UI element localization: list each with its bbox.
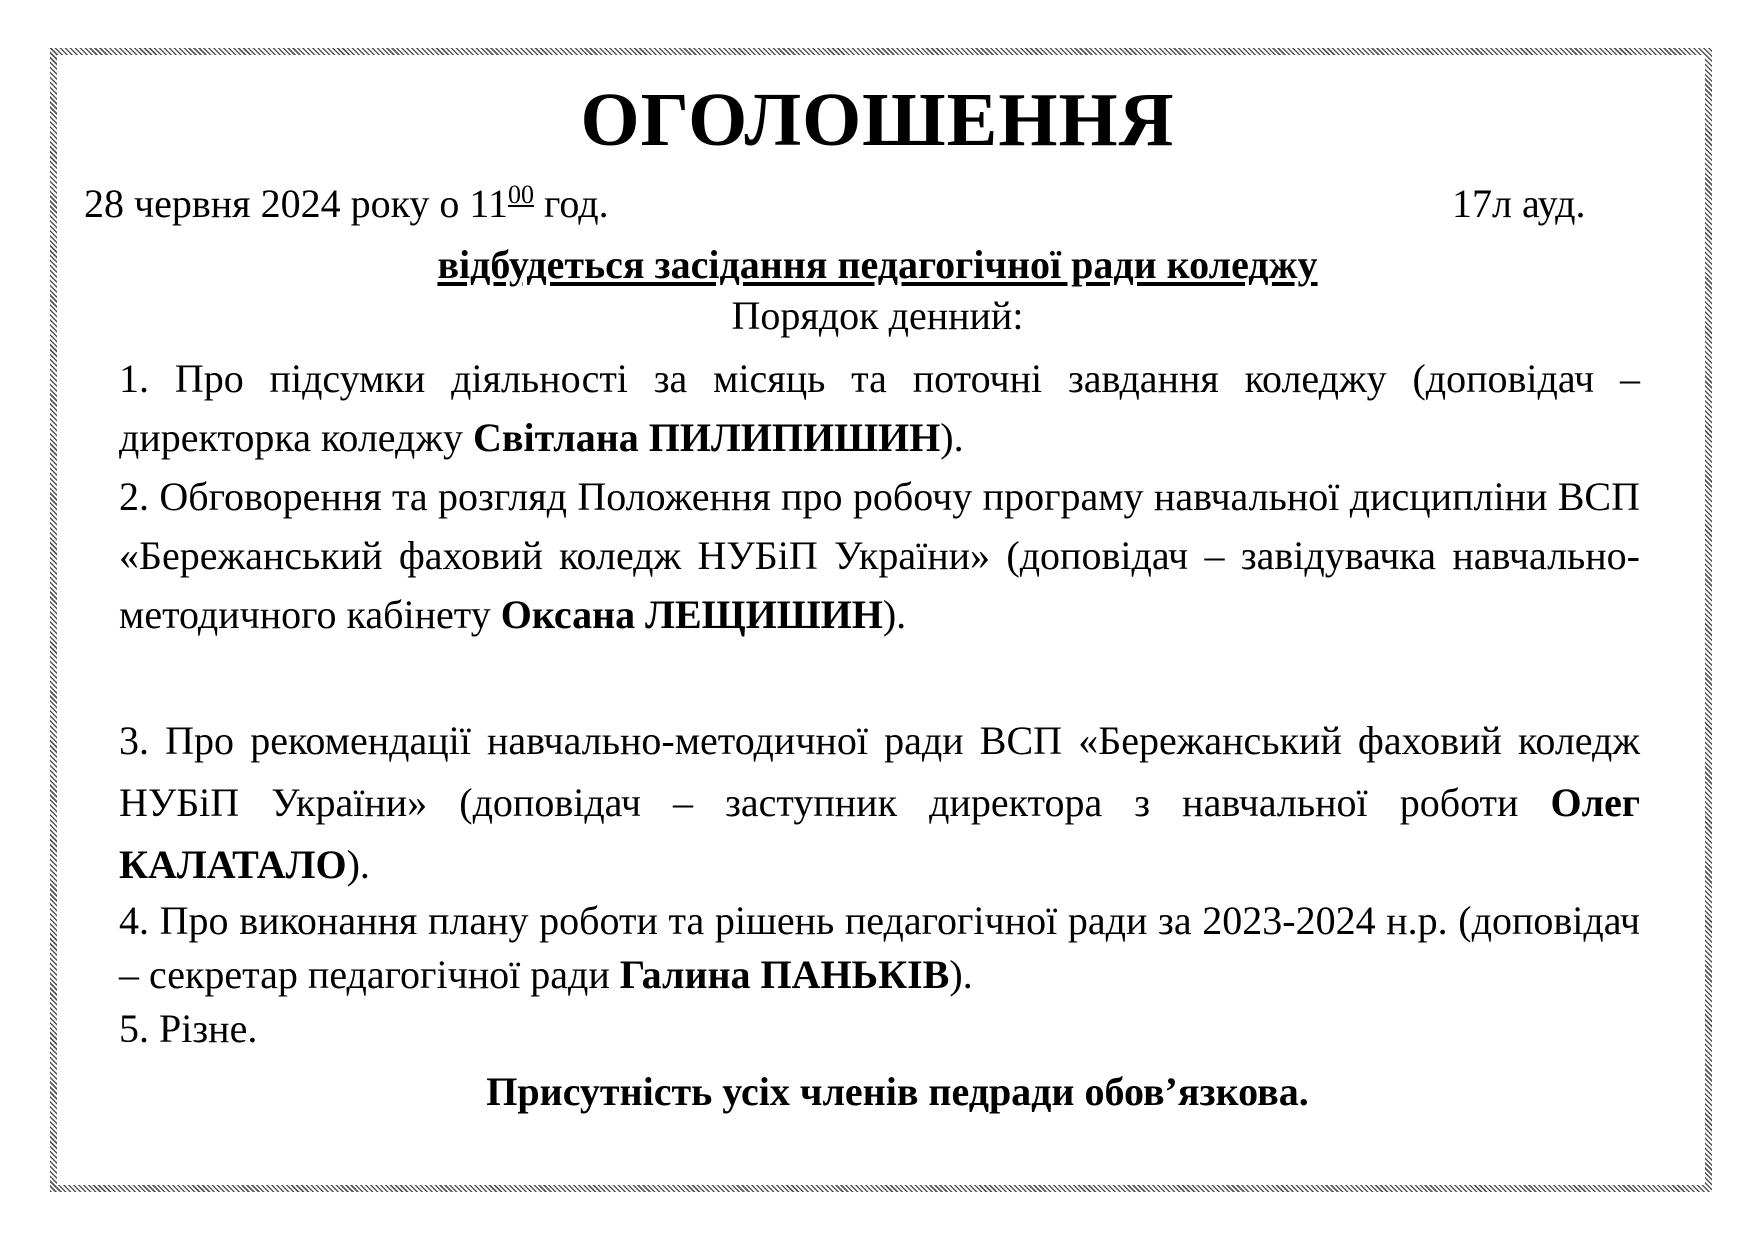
agenda-item-end: ). (949, 952, 973, 997)
meeting-subtitle (0, 237, 1755, 293)
agenda-heading: Порядок денний: (731, 293, 1024, 338)
agenda-item-text: 4. Про виконання плану роботи та рішень педагогічної ради за 2023-2024 н.р. (доповідач – секретар педагогічної ради (119, 898, 1640, 997)
speaker-name: Галина ПАНЬКІВ (619, 952, 950, 997)
agenda-item-5 (119, 1002, 1640, 1056)
agenda-item-end: ). (940, 415, 964, 460)
agenda-item-text: 2. Обговорення та розгляд Положення про робочу програму навчальної дисципліни ВСП «Бережанський фаховий коледж НУБіП України» (доповідач – завідувачка навчально-методичного кабінету (119, 474, 1640, 637)
meeting-time-minutes: 00 (507, 180, 534, 209)
agenda-item-end: ). (882, 592, 907, 637)
agenda-item-text: 3. Про рекомендації навчально-методичної ради ВСП «Бережанський фаховий коледж НУБіП України» (доповідач – заступник директора з навчальної роботи (119, 718, 1640, 825)
meeting-room: 17л ауд. (1452, 181, 1586, 226)
agenda-item-2 (119, 467, 1640, 644)
meeting-date: 28 червня 2024 року о 11 (84, 181, 508, 226)
attendance-notice: Присутність усіх членів педради обов’язкова. (486, 1069, 1309, 1114)
meeting-subtitle-text: відбудеться засідання педагогічної ради коледжу (437, 242, 1318, 287)
agenda-item-4 (119, 894, 1640, 1002)
speaker-name: Олег КАЛАТАЛО (119, 780, 1640, 887)
agenda-item-text: 1. Про підсумки діяльності за місяць та поточні завдання коледжу (доповідач – директорка коледжу (119, 356, 1640, 460)
time-unit: год. (533, 181, 609, 226)
meeting-date-time (84, 174, 609, 234)
agenda-item-1 (119, 349, 1640, 467)
agenda-item-3 (119, 710, 1640, 896)
speaker-name: Оксана ЛЕЩИШИН (500, 592, 883, 637)
announcement-title: ОГОЛОШЕННЯ (580, 78, 1175, 162)
speaker-name: Світлана ПИЛИПИШИН (473, 415, 941, 460)
agenda-item-text: 5. Різне. (119, 1006, 258, 1051)
agenda-item-end: ). (346, 842, 370, 887)
